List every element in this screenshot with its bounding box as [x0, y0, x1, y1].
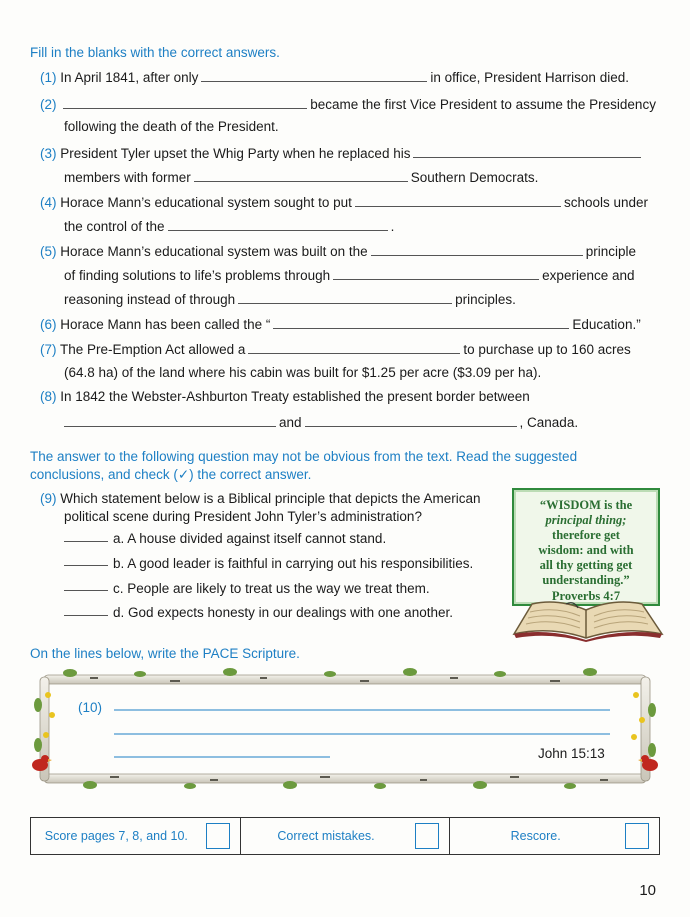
answer-blank[interactable]	[248, 340, 460, 354]
rescore-label: Rescore.	[510, 829, 561, 843]
answer-blank[interactable]	[355, 193, 561, 207]
question-3: (3) President Tyler upset the Whig Party when he replaced his	[40, 144, 644, 161]
score-bar	[30, 817, 660, 855]
answer-blank[interactable]	[201, 68, 427, 82]
option-d: d. God expects honesty in our dealings with one another.	[113, 605, 453, 620]
question-3-line-2: members with former Southern Democrats.	[64, 170, 539, 185]
pace-scripture-instruction: On the lines below, write the PACE Scripture.	[30, 646, 300, 661]
score-label: Score pages 7, 8, and 10.	[44, 829, 188, 843]
question-9-line-2: political scene during President John Tyler’s administration?	[64, 509, 422, 524]
question-8-line-2: and , Canada.	[64, 413, 578, 430]
question-5: (5) Horace Mann’s educational system was built on the principle	[40, 244, 636, 259]
option-d-check-line[interactable]	[64, 614, 108, 616]
answer-blank[interactable]	[305, 413, 517, 427]
option-c-check-line[interactable]	[64, 589, 108, 591]
question-1: (1) In April 1841, after only in office, President Harrison died.	[40, 70, 629, 85]
rescore-cell	[450, 818, 659, 854]
answer-blank[interactable]	[413, 144, 641, 158]
answer-blank[interactable]	[333, 266, 539, 280]
answer-blank[interactable]	[194, 168, 408, 182]
option-a: a. A house divided against itself cannot stand.	[113, 531, 387, 546]
question-8: (8) In 1842 the Webster-Ashburton Treaty established the present border between	[40, 389, 530, 404]
question-7: (7) The Pre-Emption Act allowed a to purchase up to 160 acres	[40, 342, 631, 357]
answer-blank[interactable]	[64, 413, 276, 427]
question-5-line-3: reasoning instead of through principles.	[64, 292, 516, 307]
question-6: (6) Horace Mann has been called the “ Education.”	[40, 317, 641, 332]
open-bible-icon	[508, 598, 668, 642]
wisdom-scripture-box: “WISDOM is the principal thing; therefore get wisdom: and with all thy getting get understanding.” Proverbs 4:7	[512, 488, 660, 606]
answer-blank[interactable]	[168, 217, 388, 231]
score-checkbox[interactable]	[206, 823, 230, 849]
question-7-line-2: (64.8 ha) of the land where his cabin was built for $1.25 per acre ($3.09 per ha).	[64, 365, 542, 380]
question-2: (2) became the first Vice President to assume the Presidency	[40, 97, 656, 112]
page-number: 10	[639, 882, 656, 899]
scripture-line[interactable]	[114, 751, 330, 771]
question-5-line-2: of finding solutions to life’s problems through experience and	[64, 268, 635, 283]
answer-blank[interactable]	[63, 95, 307, 109]
score-cell	[31, 818, 241, 854]
question-4: (4) Horace Mann’s educational system sought to put schools under	[40, 195, 648, 210]
question-10-number: (10)	[78, 700, 103, 715]
answer-blank[interactable]	[238, 290, 452, 304]
scripture-line[interactable]	[114, 704, 610, 724]
correct-label: Correct mistakes.	[277, 829, 375, 843]
option-b-check-line[interactable]	[64, 564, 108, 566]
answer-blank[interactable]	[371, 242, 583, 256]
question-9-instruction: The answer to the following question may not be obvious from the text. Read the suggested conclusions, and check (✓) the correct answer.	[30, 449, 578, 482]
scripture-line[interactable]	[114, 728, 610, 748]
answer-blank[interactable]	[273, 315, 569, 329]
correct-cell	[241, 818, 451, 854]
question-2-line-2: following the death of the President.	[64, 119, 279, 134]
option-b: b. A good leader is faithful in carrying out his responsibilities.	[113, 556, 474, 571]
rescore-checkbox[interactable]	[625, 823, 649, 849]
question-4-line-2: the control of the .	[64, 219, 395, 234]
question-9: (9) Which statement below is a Biblical principle that depicts the American	[40, 491, 481, 506]
fill-blanks-instruction: Fill in the blanks with the correct answers.	[30, 45, 280, 60]
correct-checkbox[interactable]	[415, 823, 439, 849]
scripture-reference: John 15:13	[538, 746, 605, 761]
option-c: c. People are likely to treat us the way we treat them.	[113, 581, 430, 596]
option-a-check-line[interactable]	[64, 540, 108, 542]
